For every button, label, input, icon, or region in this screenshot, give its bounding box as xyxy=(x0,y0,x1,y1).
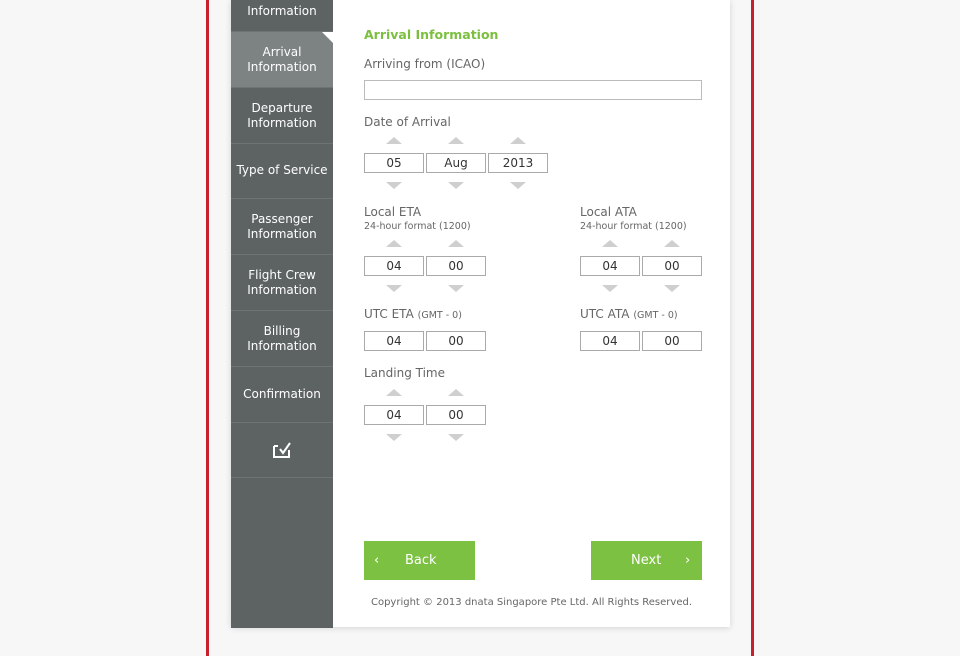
local-ata-hour-field[interactable]: 04 xyxy=(580,256,640,276)
date-of-arrival-label: Date of Arrival xyxy=(364,115,451,129)
arriving-from-input[interactable] xyxy=(364,80,702,100)
utc-ata-timezone: (GMT - 0) xyxy=(633,310,678,321)
copyright-text: Copyright © 2013 dnata Singapore Pte Ltd. All Rights Reserved. xyxy=(370,597,692,608)
sidebar-item-submit[interactable] xyxy=(231,422,333,478)
sidebar-item-passenger[interactable] xyxy=(231,199,333,255)
utc-eta-label-text: UTC ETA xyxy=(364,307,414,321)
cut-off-text xyxy=(364,0,368,5)
chevron-left-icon: ‹ xyxy=(374,553,380,568)
local-ata-minute-field[interactable]: 00 xyxy=(642,256,702,276)
sidebar-item-label: Type of Service xyxy=(236,163,328,177)
year-down-arrow-icon[interactable] xyxy=(510,182,526,189)
day-field[interactable]: 05 xyxy=(364,153,424,173)
local-eta-hour-field[interactable]: 04 xyxy=(364,256,424,276)
local-eta-minute-field[interactable]: 00 xyxy=(426,256,486,276)
sidebar-item-label: Confirmation xyxy=(243,387,321,401)
sidebar-item-label: Arrival Information xyxy=(247,44,317,74)
sidebar-item-billing[interactable] xyxy=(231,311,333,367)
sidebar-item-label: Billing Information xyxy=(247,323,317,353)
ata-hour-down-arrow-icon[interactable] xyxy=(602,285,618,292)
next-button[interactable] xyxy=(591,541,702,580)
sidebar-item-confirmation[interactable] xyxy=(231,367,333,423)
sidebar-item-label: Flight Crew Information xyxy=(247,267,317,297)
chevron-right-icon: › xyxy=(685,553,691,568)
local-eta-label: Local ETA xyxy=(364,205,422,219)
local-ata-label: Local ATA xyxy=(580,205,637,219)
utc-ata-label xyxy=(580,307,678,321)
eta-minute-down-arrow-icon[interactable] xyxy=(448,285,464,292)
section-title: Arrival Information xyxy=(364,27,499,42)
day-down-arrow-icon[interactable] xyxy=(386,182,402,189)
utc-eta-minute-field[interactable]: 00 xyxy=(426,331,486,351)
day-up-arrow-icon[interactable] xyxy=(386,137,402,144)
back-button[interactable] xyxy=(364,541,475,580)
utc-ata-hour-field[interactable]: 04 xyxy=(580,331,640,351)
month-up-arrow-icon[interactable] xyxy=(448,137,464,144)
sidebar-item-departure[interactable] xyxy=(231,88,333,144)
eta-hour-up-arrow-icon[interactable] xyxy=(386,240,402,247)
utc-eta-timezone: (GMT - 0) xyxy=(417,310,462,321)
ata-minute-down-arrow-icon[interactable] xyxy=(664,285,680,292)
local-ata-hint: 24-hour format (1200) xyxy=(580,221,687,232)
landing-hour-up-arrow-icon[interactable] xyxy=(386,389,402,396)
sidebar-item-arrival[interactable] xyxy=(231,32,333,88)
submit-icon xyxy=(272,441,292,459)
utc-ata-label-text: UTC ATA xyxy=(580,307,630,321)
arriving-from-label: Arriving from (ICAO) xyxy=(364,57,486,71)
month-field[interactable]: Aug xyxy=(426,153,486,173)
local-eta-hint: 24-hour format (1200) xyxy=(364,221,471,232)
landing-hour-field[interactable]: 04 xyxy=(364,405,424,425)
month-down-arrow-icon[interactable] xyxy=(448,182,464,189)
sidebar-item-type-of-service[interactable] xyxy=(231,143,333,199)
year-up-arrow-icon[interactable] xyxy=(510,137,526,144)
landing-minute-field[interactable]: 00 xyxy=(426,405,486,425)
eta-hour-down-arrow-icon[interactable] xyxy=(386,285,402,292)
ata-hour-up-arrow-icon[interactable] xyxy=(602,240,618,247)
landing-hour-down-arrow-icon[interactable] xyxy=(386,434,402,441)
next-button-label: Next xyxy=(631,553,662,568)
year-field[interactable]: 2013 xyxy=(488,153,548,173)
sidebar-item-label: Departure Information xyxy=(247,100,317,130)
landing-minute-up-arrow-icon[interactable] xyxy=(448,389,464,396)
sidebar xyxy=(231,0,333,628)
utc-eta-hour-field[interactable]: 04 xyxy=(364,331,424,351)
utc-eta-label xyxy=(364,307,462,321)
eta-minute-up-arrow-icon[interactable] xyxy=(448,240,464,247)
back-button-label: Back xyxy=(405,553,437,568)
utc-ata-minute-field[interactable]: 00 xyxy=(642,331,702,351)
sidebar-item-label: Information xyxy=(247,4,317,18)
sidebar-item-flight-crew[interactable] xyxy=(231,255,333,311)
frame-border-left xyxy=(206,0,209,656)
landing-minute-down-arrow-icon[interactable] xyxy=(448,434,464,441)
sidebar-item-label: Passenger Information xyxy=(247,211,317,241)
frame-border-right xyxy=(751,0,754,656)
sidebar-item-previous[interactable] xyxy=(231,0,333,32)
ata-minute-up-arrow-icon[interactable] xyxy=(664,240,680,247)
landing-time-label: Landing Time xyxy=(364,366,445,380)
